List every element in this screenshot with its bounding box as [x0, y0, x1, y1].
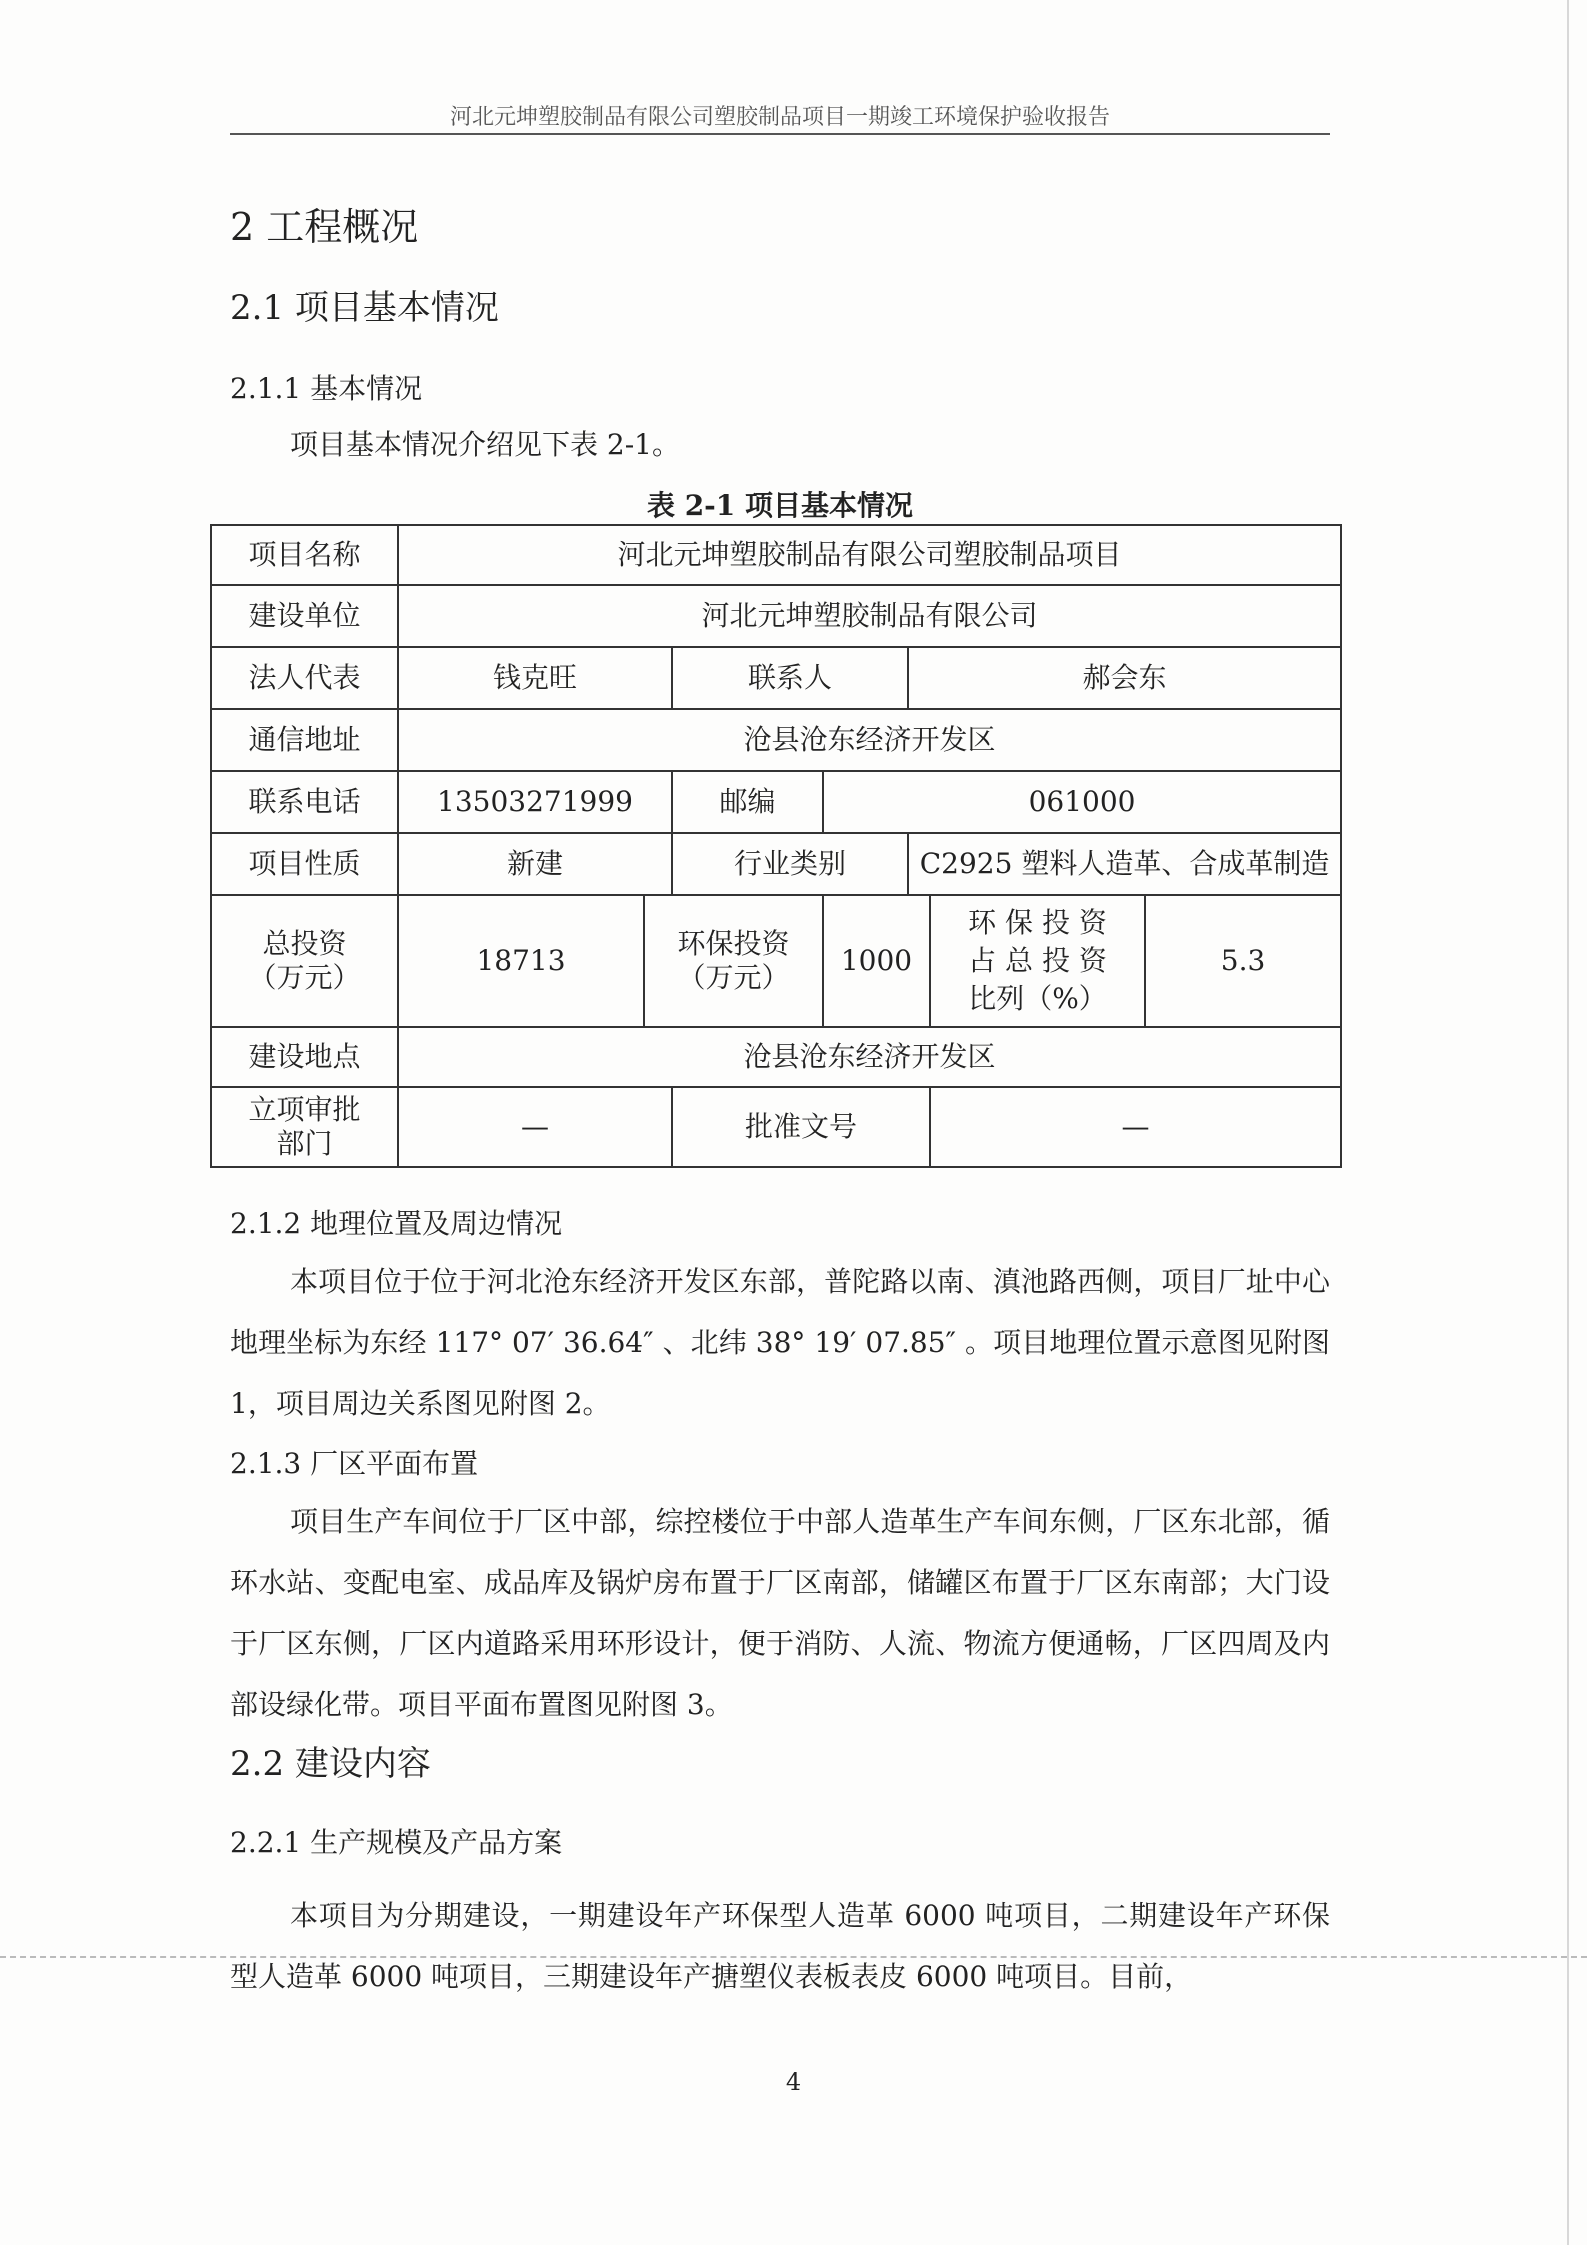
table-row [211, 833, 1341, 895]
approval-dept-value: — [398, 1087, 672, 1167]
table-row [211, 1087, 1341, 1167]
approval-no-label: 批准文号 [672, 1087, 930, 1167]
project-info-table [210, 524, 1342, 1168]
table-row [211, 1027, 1341, 1087]
intro-paragraph: 项目基本情况介绍见下表 2-1。 [290, 428, 680, 461]
address-label: 通信地址 [211, 709, 398, 771]
table-caption: 表 2-1 项目基本情况 [646, 489, 914, 522]
legal-rep-value: 钱克旺 [398, 647, 672, 709]
project-name-label: 项目名称 [211, 525, 398, 585]
page-fold-line [0, 1956, 1587, 1958]
section-heading-2-2-1: 2.2.1 生产规模及产品方案 [230, 1826, 563, 1859]
site-label: 建设地点 [211, 1027, 398, 1087]
table-row [211, 585, 1341, 647]
section-heading-2-1-2: 2.1.2 地理位置及周边情况 [230, 1207, 563, 1240]
nature-value: 新建 [398, 833, 672, 895]
address-value: 沧县沧东经济开发区 [398, 709, 1341, 771]
table-row [211, 525, 1341, 585]
table-row [211, 709, 1341, 771]
env-invest-value: 1000 [823, 895, 930, 1027]
section-heading-2: 2 工程概况 [230, 205, 419, 249]
page-number: 4 [785, 2068, 802, 2096]
total-invest-label: 总投资 （万元） [211, 895, 398, 1027]
page-edge-line [1567, 0, 1569, 2245]
section-heading-2-2: 2.2 建设内容 [230, 1744, 431, 1784]
site-value: 沧县沧东经济开发区 [398, 1027, 1341, 1087]
header-rule [230, 133, 1330, 135]
total-invest-value: 18713 [398, 895, 644, 1027]
phone-value: 13503271999 [398, 771, 672, 833]
layout-paragraph: 项目生产车间位于厂区中部，综控楼位于中部人造革生产车间东侧，厂区东北部，循环水站、变配电室、成品库及锅炉房布置于厂区南部，储罐区布置于厂区东南部；大门设于厂区东侧，厂区内道路采用环形设计，便于消防、人流、物流方便通畅，厂区四周及内部设绿化带。项目平面布置图见附图 3。 [230, 1505, 1330, 1721]
table-row [211, 771, 1341, 833]
industry-value: C2925 塑料人造革、合成革制造 [908, 833, 1341, 895]
page-header: 河北元坤塑胶制品有限公司塑胶制品项目一期竣工环境保护验收报告 [449, 105, 1110, 130]
approval-no-value: — [930, 1087, 1341, 1167]
nature-label: 项目性质 [211, 833, 398, 895]
invest-ratio-label: 环 保 投 资 占 总 投 资 比列（%） [930, 895, 1145, 1027]
approval-dept-label: 立项审批 部门 [211, 1087, 398, 1167]
contact-label: 联系人 [672, 647, 908, 709]
section-heading-2-1-3: 2.1.3 厂区平面布置 [230, 1447, 479, 1480]
builder-value: 河北元坤塑胶制品有限公司 [398, 585, 1341, 647]
location-paragraph: 本项目位于位于河北沧东经济开发区东部，普陀路以南、滇池路西侧，项目厂址中心地理坐标为东经 117° 07′ 36.64″ 、北纬 38° 19′ 07.85″ 。项目地理位置示意图见附图 1，项目周边关系图见附图 2。 [230, 1265, 1330, 1420]
section-heading-2-1: 2.1 项目基本情况 [230, 288, 499, 328]
builder-label: 建设单位 [211, 585, 398, 647]
table-row [211, 895, 1341, 1027]
scale-paragraph: 本项目为分期建设，一期建设年产环保型人造革 6000 吨项目，二期建设年产环保型人造革 6000 吨项目，三期建设年产搪塑仪表板表皮 6000 吨项目。目前， [230, 1899, 1330, 1993]
contact-value: 郝会东 [908, 647, 1341, 709]
industry-label: 行业类别 [672, 833, 908, 895]
project-name-value: 河北元坤塑胶制品有限公司塑胶制品项目 [398, 525, 1341, 585]
table-row [211, 647, 1341, 709]
invest-ratio-value: 5.3 [1145, 895, 1341, 1027]
section-heading-2-1-1: 2.1.1 基本情况 [230, 372, 423, 405]
phone-label: 联系电话 [211, 771, 398, 833]
postcode-label: 邮编 [672, 771, 823, 833]
legal-rep-label: 法人代表 [211, 647, 398, 709]
postcode-value: 061000 [823, 771, 1341, 833]
env-invest-label: 环保投资 （万元） [644, 895, 823, 1027]
